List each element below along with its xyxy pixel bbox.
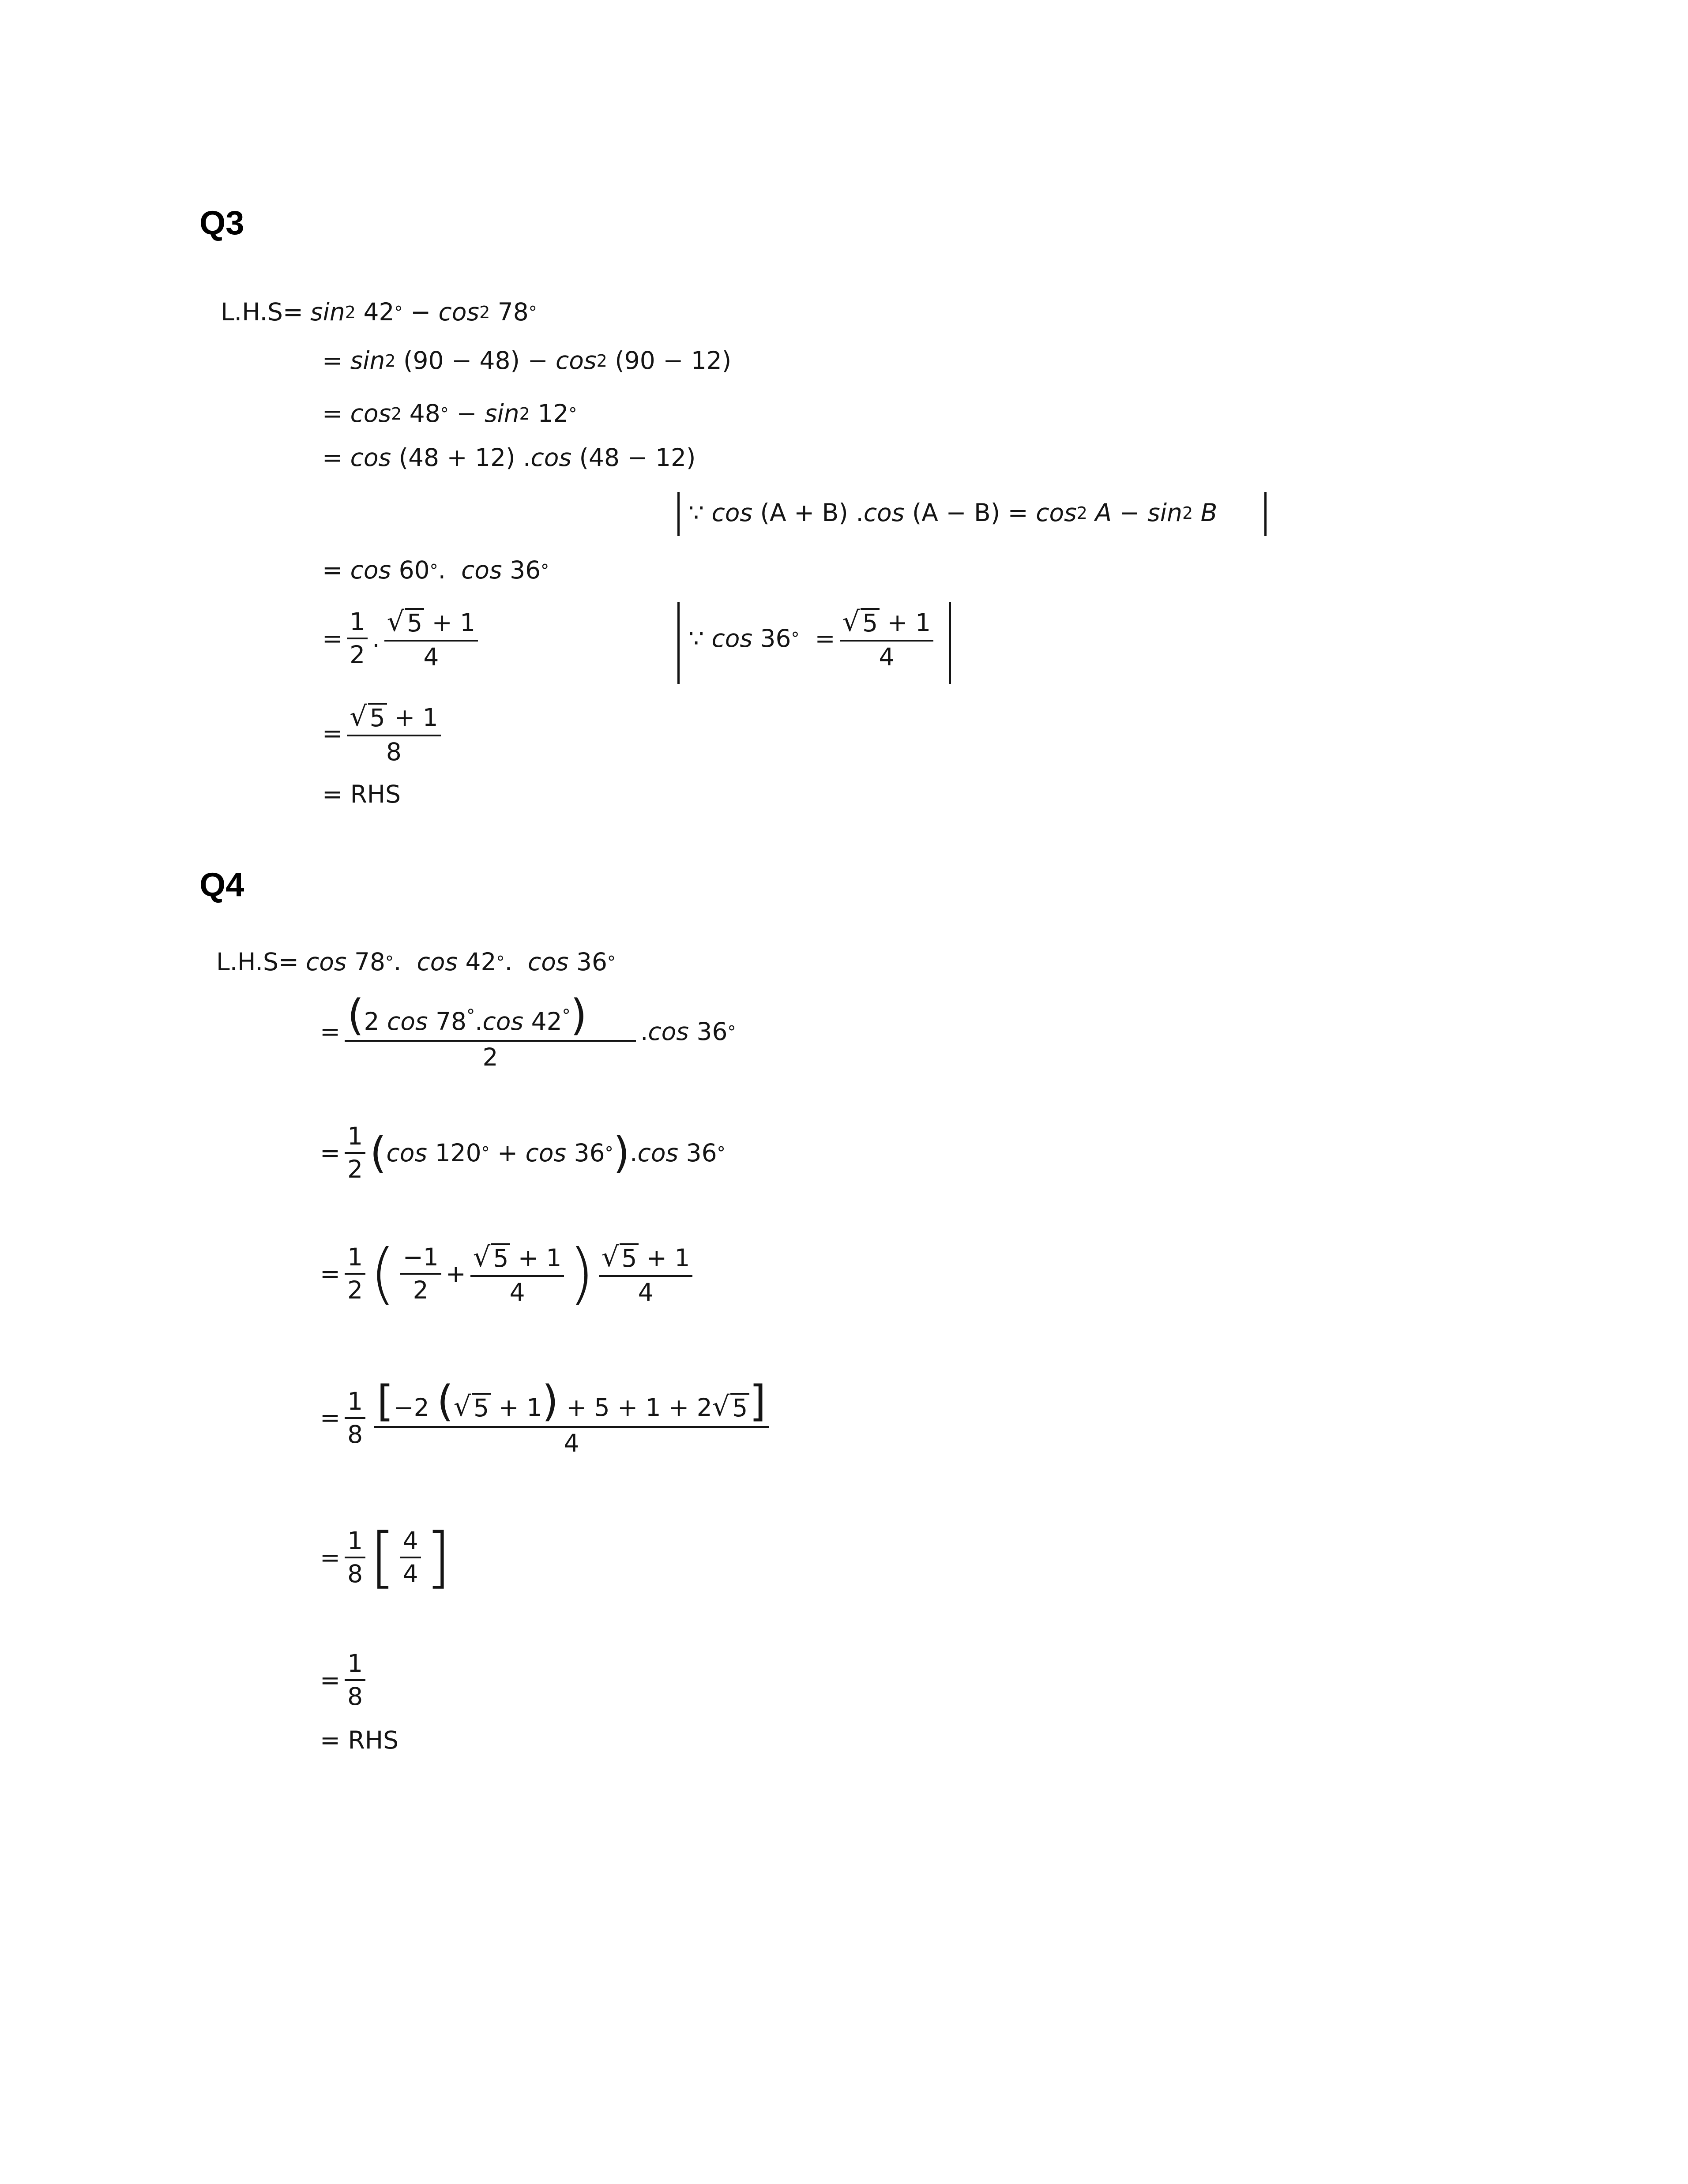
q4-num [374, 1377, 769, 1426]
q4-line-5 [320, 1377, 773, 1459]
q4-num: (2 cos 78°.cos 42°) [347, 991, 587, 1040]
q3-sq: 2 [385, 351, 396, 371]
q3-identity: ∵ cos (A + B) . cos (A − B) = cos 2 A − sin 2 B [688, 499, 1218, 527]
q4-line-4 [320, 1235, 697, 1313]
q3-paren-diff: (48 − 12) [579, 443, 696, 472]
q3-because: ∵ [688, 624, 704, 653]
q3-identity-mid: (A − B) [912, 499, 1000, 527]
q4-rad: √ [453, 1390, 471, 1422]
q3-sq: 2 [1182, 503, 1193, 523]
q4-frac-half [345, 1121, 365, 1185]
q4-cos: cos [648, 1017, 689, 1046]
q3-eq: = [322, 719, 343, 747]
q4-root5: 5 [620, 1243, 639, 1272]
q3-cos: cos [438, 298, 480, 326]
q4-deg: ° [605, 1143, 613, 1163]
q4-rad: √ [601, 1241, 619, 1273]
q3-cos: cos [461, 556, 502, 584]
q4-rad: √ [473, 1241, 491, 1273]
q4-deg: ° [562, 1006, 571, 1025]
q4-deg: ° [466, 1006, 475, 1025]
q4-n78: 78 [354, 948, 386, 976]
q3-sqrt [350, 700, 387, 732]
q3-plus1: + 1 [887, 608, 931, 637]
q3-cos: cos [1036, 499, 1077, 527]
q4-bigb: ) [568, 1235, 594, 1313]
q4-line-6 [320, 1519, 451, 1596]
q3-heading: Q3 [199, 204, 244, 242]
q4-plus: + [445, 1259, 466, 1288]
q4-eq: = [320, 1666, 341, 1694]
q4-deg: ° [481, 1143, 490, 1163]
q3-one: 1 [350, 608, 365, 636]
q3-frac-result [347, 699, 441, 768]
q4-two: 2 [347, 1276, 363, 1305]
q4-four: 4 [509, 1278, 525, 1306]
q3-sin: sin [310, 298, 345, 326]
q4-plus: + [497, 1138, 518, 1167]
q4-plus1: + 1 [518, 1244, 562, 1272]
q4-cos: cos [637, 1138, 679, 1167]
q4-frac-root-b [599, 1240, 693, 1308]
q4-deg: ° [727, 1022, 736, 1042]
q4-cos: cos [387, 1007, 428, 1036]
q3-deg: ° [440, 404, 449, 424]
q3-n36: 36 [760, 624, 791, 653]
q3-line-5: = cos 60 ° . cos 36 ° [322, 556, 549, 584]
q4-tail: + 5 + 1 + 2 [566, 1393, 712, 1422]
q4-eight: 8 [347, 1420, 363, 1448]
q3-lhs-label: L.H.S= [221, 298, 303, 326]
q3-cos: cos [711, 624, 753, 653]
q3-n36: 36 [510, 556, 541, 584]
q4-one: 1 [347, 1243, 363, 1272]
q3-deg: ° [429, 560, 438, 580]
q3-eq: = [322, 346, 343, 375]
q4-frac-result [345, 1648, 365, 1712]
q4-bigb: [ [370, 1519, 396, 1596]
q3-eight: 8 [386, 737, 402, 766]
q4-sqrt [453, 1390, 491, 1422]
q4-n36: 36 [696, 1017, 728, 1046]
q4-cos: cos [417, 948, 458, 976]
q3-cos: cos [556, 346, 597, 375]
q3-two: 2 [350, 641, 365, 669]
q3-minus: − [1119, 499, 1140, 527]
q3-because: ∵ [688, 499, 704, 527]
q3-n12: 12 [538, 399, 569, 428]
q4-cos: cos [386, 1138, 428, 1167]
q3-deg: ° [528, 302, 537, 322]
q3-cos: cos [530, 443, 572, 472]
q4-bigp: ( [437, 1377, 454, 1426]
q4-root5: 5 [472, 1393, 491, 1421]
q3-eq: = [322, 556, 343, 584]
q4-bigp: ( [370, 1128, 387, 1178]
q4-n78: 78 [436, 1007, 467, 1036]
q4-sqrt [602, 1243, 639, 1272]
q4-eight: 8 [347, 1682, 363, 1711]
q4-cos: cos [525, 1138, 567, 1167]
q4-frac-eighth [345, 1386, 365, 1450]
q4-num [470, 1240, 564, 1275]
q4-lhs-label: L.H.S= [216, 948, 299, 976]
q3-cos: cos [863, 499, 905, 527]
q3-root5: 5 [861, 608, 880, 636]
q4-bigp: ) [570, 991, 587, 1040]
q3-line-6: = $\frac{1}{2}$ . √ 5 + 1 4 [322, 604, 482, 673]
q4-line-3: = $\frac{1}{2}$ ( cos 120 ° + cos 36 ° ) . cos 36 ° [320, 1121, 726, 1185]
q4-four: 4 [638, 1278, 654, 1306]
q3-deg: ° [791, 629, 800, 649]
q4-n36: 36 [686, 1138, 717, 1167]
q4-cos: cos [482, 1007, 524, 1036]
q3-plus1: + 1 [395, 703, 438, 732]
q4-n42: 42 [465, 948, 496, 976]
q3-plus1: + 1 [432, 608, 476, 637]
q3-frac-half [347, 606, 368, 671]
q4-eq: = [320, 1403, 341, 1432]
q4-plus1: + 1 [646, 1244, 690, 1272]
q3-inner1: (90 − 48) [403, 346, 520, 375]
q3-sqrt [387, 605, 425, 638]
q4-eq: = [320, 1017, 341, 1046]
q4-four: 4 [402, 1527, 418, 1555]
q4-two: 2 [413, 1276, 429, 1305]
q3-cos36-identity [688, 604, 938, 673]
q4-bigb: ] [425, 1519, 451, 1596]
q3-eq: = [322, 399, 343, 428]
q4-bigp: ] [749, 1377, 766, 1426]
q3-eq: = [322, 624, 343, 653]
q3-cos: cos [350, 399, 391, 428]
q4-eq: = [320, 1259, 341, 1288]
q3-sin: sin [484, 399, 519, 428]
q4-minus-one: −1 [402, 1243, 439, 1272]
q3-num [840, 604, 934, 640]
q3-root5: 5 [368, 703, 387, 731]
q3-sq: 2 [391, 404, 402, 424]
q4-bigp: ( [347, 991, 364, 1040]
q4-line-1: L.H.S= cos 78 ° . cos 42 ° . cos 36 ° [216, 948, 616, 976]
q4-deg: ° [607, 952, 616, 972]
q3-deg: ° [394, 302, 403, 322]
q4-deg: ° [496, 952, 505, 972]
q3-rad: √ [350, 700, 367, 732]
q4-frac-minus-half [400, 1242, 441, 1306]
q3-cos: cos [350, 556, 391, 584]
q4-cos: cos [527, 948, 569, 976]
q3-sq: 2 [479, 302, 490, 322]
q3-sqrt [842, 605, 880, 638]
q3-root5: 5 [405, 608, 424, 636]
q3-four: 4 [879, 642, 895, 671]
q3-paren-sum: (48 + 12) [399, 443, 515, 472]
q4-sqrt [712, 1390, 750, 1422]
q3-rad: √ [387, 605, 405, 638]
q4-bigp: ) [542, 1377, 559, 1426]
q4-two: 2 [347, 1155, 363, 1183]
q4-n42: 42 [531, 1007, 562, 1036]
q3-identity-b: B [1200, 499, 1218, 527]
q3-minus: − [527, 346, 548, 375]
q4-heading: Q4 [199, 866, 244, 904]
q4-one: 1 [347, 1122, 363, 1150]
q3-line-4: = cos (48 + 12) . cos (48 − 12) [322, 443, 696, 472]
q3-four: 4 [423, 642, 439, 671]
q3-deg: ° [568, 404, 577, 424]
q4-frac-root-a [470, 1240, 564, 1308]
q4-cos: cos [306, 948, 347, 976]
q4-frac-eighth [345, 1525, 365, 1590]
q4-eq: = [320, 1543, 341, 1572]
q3-minus: − [410, 298, 431, 326]
q3-deg: ° [541, 560, 549, 580]
q3-identity-a: A [1095, 499, 1112, 527]
q3-line-3 [322, 399, 577, 428]
q3-line-1 [221, 300, 537, 324]
q4-line-2: = $\frac{(2 \cos 78^\circ.\cos 42^\circ)}{2}$ . cos 36 ° [320, 991, 736, 1073]
q4-eq: = [320, 1138, 341, 1167]
q3-line-2 [322, 346, 732, 375]
q3-sq: 2 [345, 302, 356, 322]
q3-sin: sin [1147, 499, 1182, 527]
q3-frac-root [384, 604, 478, 673]
q3-sq: 2 [1076, 503, 1087, 523]
q3-cos: cos [711, 499, 753, 527]
q3-n48: 48 [409, 399, 440, 428]
q4-plus1: + 1 [498, 1393, 542, 1422]
q3-inner2: (90 − 12) [615, 346, 732, 375]
q4-one: 1 [347, 1527, 363, 1555]
q4-frac-four-fourths [400, 1525, 421, 1590]
q3-rhs: = RHS [322, 780, 401, 808]
q3-sq: 2 [596, 351, 607, 371]
q4-eight: 8 [347, 1560, 363, 1588]
q3-sq: 2 [519, 404, 530, 424]
q3-frac-cos36 [840, 604, 934, 673]
q3-identity-left: (A + B) [760, 499, 848, 527]
q3-num [347, 699, 441, 735]
q4-one: 1 [347, 1649, 363, 1677]
q4-n120: 120 [435, 1138, 481, 1167]
q4-bigp: [ [377, 1377, 394, 1426]
q3-n60: 60 [399, 556, 430, 584]
q4-root5: 5 [491, 1243, 510, 1272]
q4-one: 1 [347, 1387, 363, 1415]
q3-cos: cos [350, 443, 391, 472]
q4-frac-half [345, 1242, 365, 1306]
q3-eq: = [815, 624, 835, 653]
q4-line-7 [320, 1648, 370, 1712]
q3-num [384, 604, 478, 640]
q4-rhs: = RHS [320, 1726, 399, 1754]
q4-deg: ° [385, 952, 394, 972]
q4-rad: √ [712, 1390, 730, 1422]
q4-frac-expansion [374, 1377, 769, 1459]
q4-two: 2 [482, 1043, 498, 1071]
q4-bigp: ) [613, 1128, 630, 1178]
q4-deg: ° [717, 1143, 726, 1163]
q4-n36: 36 [574, 1138, 605, 1167]
q4-four: 4 [564, 1429, 579, 1457]
q4-frac-product [345, 991, 636, 1073]
q3-eq: = [1008, 499, 1028, 527]
q3-n78: 78 [497, 298, 529, 326]
q3-minus: − [456, 399, 477, 428]
q4-sqrt [473, 1243, 511, 1272]
q3-line-7 [322, 699, 445, 768]
q3-eq: = [322, 443, 343, 472]
q3-sin: sin [350, 346, 385, 375]
q4-bigb: ( [370, 1235, 396, 1313]
q3-rad: √ [842, 605, 860, 638]
q4-n36: 36 [576, 948, 607, 976]
q4-minus-two: −2 [393, 1393, 429, 1422]
q4-two: 2 [364, 1007, 380, 1036]
q4-num [599, 1240, 693, 1275]
q4-four: 4 [402, 1560, 418, 1588]
q3-n42: 42 [363, 298, 395, 326]
q4-root5: 5 [730, 1393, 749, 1421]
